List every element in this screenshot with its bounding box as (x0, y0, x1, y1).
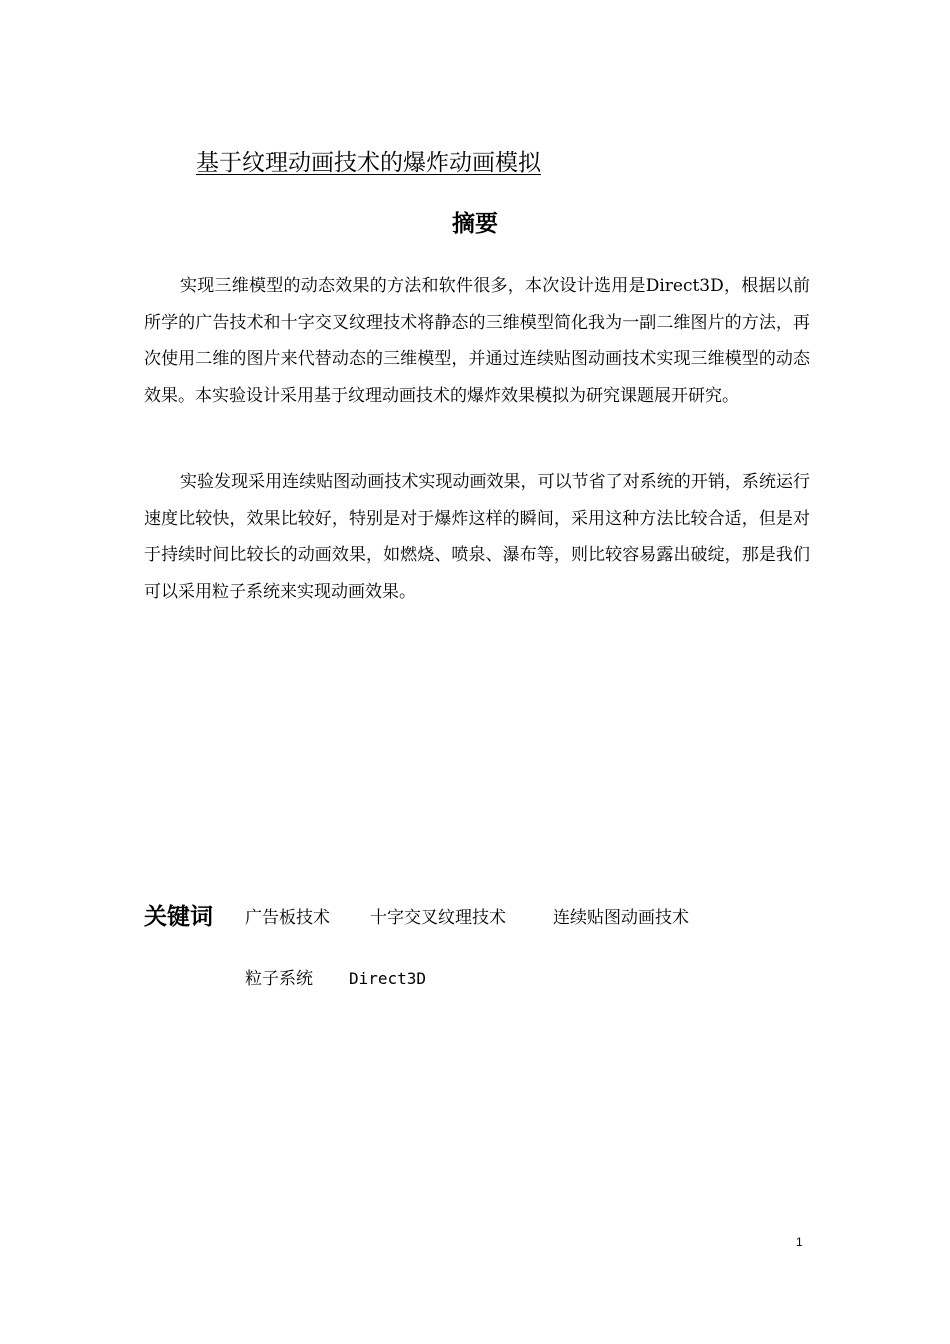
keyword-item: Direct3D (349, 969, 427, 988)
abstract-paragraph-1: 实现三维模型的动态效果的方法和软件很多，本次设计选用是Direct3D，根据以前所学的广告技术和十字交叉纹理技术将静态的三维模型简化我为一副二维图片的方法，再次使用二维的图片来代替动态的三维模型，并通过连续贴图动画技术实现三维模型的动态效果。本实验设计采用基于纹理动画技术的爆炸效果模拟为研究课题展开研究。 (144, 276, 810, 406)
keyword-item: 粒子系统 (245, 969, 313, 989)
document-title: 基于纹理动画技术的爆炸动画模拟 (196, 150, 541, 176)
keyword-item: 连续贴图动画技术 (553, 908, 689, 928)
abstract-heading: 摘要 (452, 211, 498, 237)
page-number: 1 (796, 1235, 803, 1249)
keyword-item: 十字交叉纹理技术 (370, 908, 506, 928)
keyword-item: 广告板技术 (245, 908, 330, 928)
keywords-heading: 关键词 (144, 904, 213, 930)
abstract-paragraph-2: 实验发现采用连续贴图动画技术实现动画效果，可以节省了对系统的开销，系统运行速度比较快，效果比较好，特别是对于爆炸这样的瞬间，采用这种方法比较合适，但是对于持续时间比较长的动画效果，如燃烧、喷泉、瀑布等，则比较容易露出破绽，那是我们可以采用粒子系统来实现动画效果。 (144, 472, 810, 602)
